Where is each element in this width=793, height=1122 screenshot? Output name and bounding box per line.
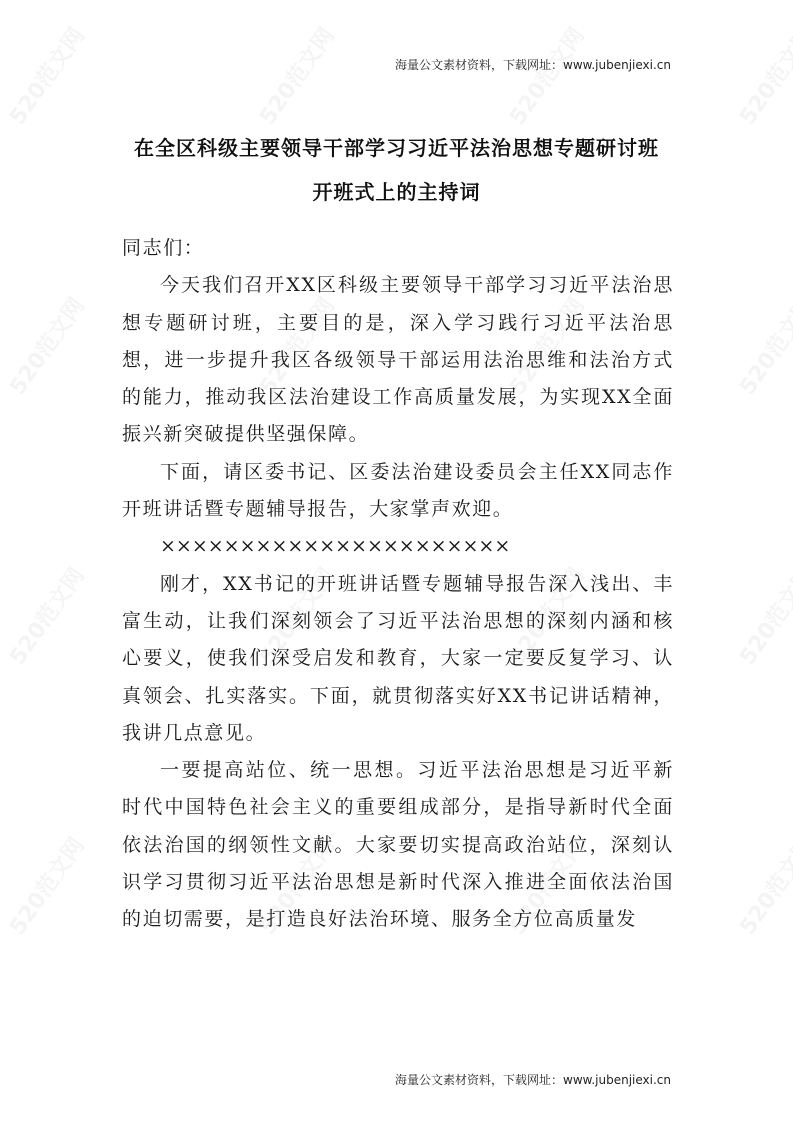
paragraph-opening: 今天我们召开XX区科级主要领导干部学习习近平法治思想专题研讨班，主要目的是，深入学习践行习近平法治思想，进一步提升我区各级领导干部运用法治思维和法治方式的能力，推动我区法治建设工作高质量发展，为实现XX全面振兴新突破提供坚强保障。 <box>122 274 674 446</box>
paragraph-summary: 刚才，XX书记的开班讲话暨专题辅导报告深入浅出、丰富生动，让我们深刻领会了习近平法治思想的深刻内涵和核心要义，使我们深受启发和教育，大家一定要反复学习、认真领会、扎实落实。下面，就贯彻落实好XX书记讲话精神，我讲几点意见。 <box>122 572 674 744</box>
watermark <box>1 291 91 400</box>
watermark <box>1 21 91 130</box>
watermark <box>501 21 591 130</box>
watermark <box>1 561 91 670</box>
document-title-line2: 开班式上的主持词 <box>312 180 481 204</box>
redacted-speech-placeholder: ×××××××××××××××××××××× <box>160 535 511 558</box>
paragraph-point-one: 一要提高站位、统一思想。习近平法治思想是习近平新时代中国特色社会主义的重要组成部分，是指导新时代全面依法治国的纲领性文献。大家要切实提高政治站位，深刻认识学习贯彻习近平法治思想是新时代深入推进全面依法治国的迫切需要，是打造良好法治环境、服务全方位高质量发 <box>122 759 674 931</box>
watermark <box>1 831 91 940</box>
watermark <box>731 291 793 400</box>
document-title-line1: 在全区科级主要领导干部学习习近平法治思想专题研讨班 <box>134 136 659 160</box>
watermark <box>731 561 793 670</box>
watermark <box>731 21 793 130</box>
watermark <box>251 21 341 130</box>
paragraph-introduction: 下面，请区委书记、区委法治建设委员会主任XX同志作开班讲话暨专题辅导报告，大家掌声欢迎。 <box>122 460 674 521</box>
salutation: 同志们： <box>122 237 205 259</box>
page-footer: 海量公文素材资料，下载网址：www.jubenjiexi.cn <box>395 1073 671 1087</box>
page-header: 海量公文素材资料，下载网址：www.jubenjiexi.cn <box>395 58 671 72</box>
document-body <box>122 230 674 939</box>
watermark <box>731 831 793 940</box>
